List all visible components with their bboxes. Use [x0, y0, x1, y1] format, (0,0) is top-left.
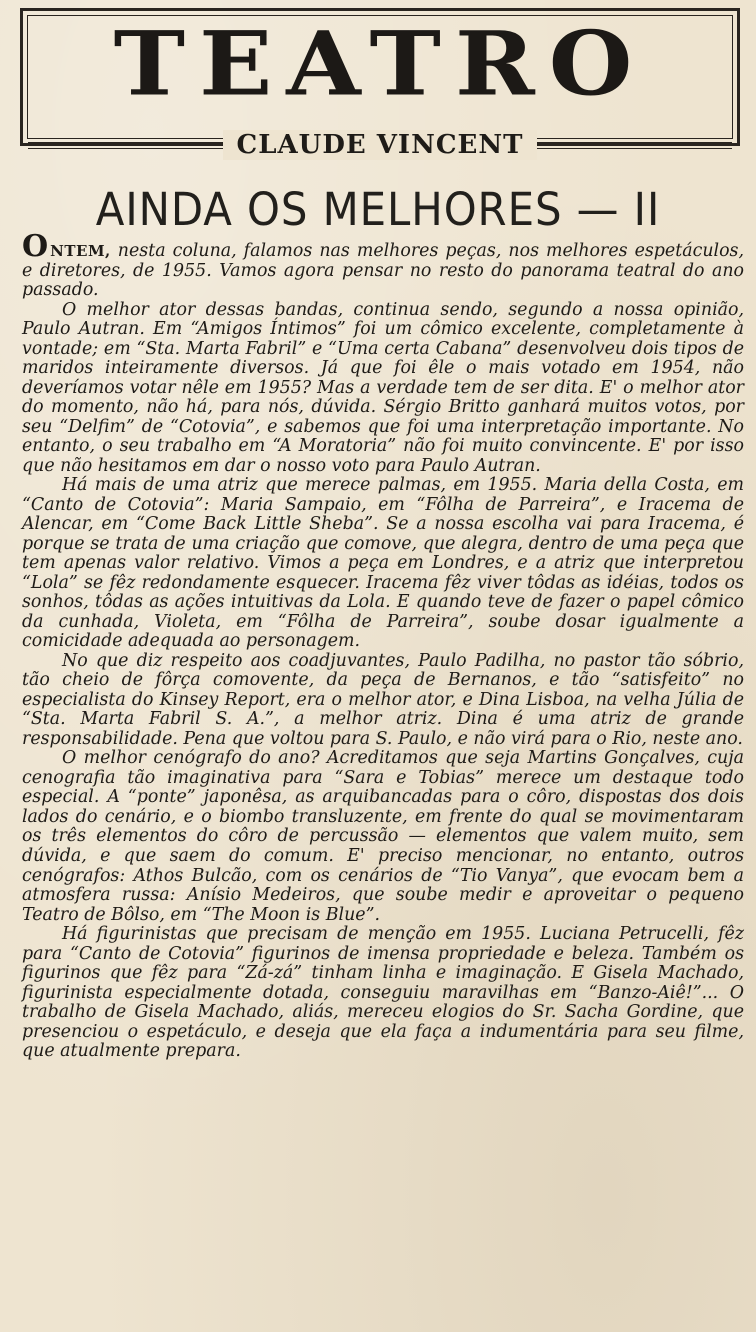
paragraph-costumes: Há figurinistas que precisam de menção em 1955. Luciana Petrucelli, fêz para “Canto de Cotovia” figurinos de imensa propriedade e beleza. Também os figurinos que fêz para “Zá-zá” tinham linha e imaginação. E Gisela Machado, figurinista especialmente dotada, conseguiu maravilhas em “Banzo-Aiê!”... O trabalho de Gisela Machado, aliás, mereceu elogios do Sr. Sacha Gordine, que presenciou o espetáculo, e deseja que ela faça a indumentária para seu filme, que atualmente prepara.	[22, 924, 744, 1062]
lead-paragraph	[22, 229, 744, 301]
rule-right	[537, 142, 732, 149]
rule-left	[28, 142, 223, 149]
paragraph-best-actress: Há mais de uma atriz que merece palmas, em 1955. Maria della Costa, em “Canto de Cotovia”: Maria Sampaio, em “Fôlha de Parreira”, e Iracema de Alencar, em “Come Back Little Sheba”. Se a nossa escolha vai para Iracema, é porque se trata de uma criação que comove, que alegra, dentro de uma peça que tem apenas valor relativo. Vimos a peça em Londres, e a atriz que interpretou “Lola” se fêz redondamente esquecer. Iracema fêz viver tôdas as idéias, todos os sonhos, tôdas as ações intuitivas da Lola. E quando teve de fazer o papel cômico da cunhada, Violeta, em “Fôlha de Parreira”, soube dosar igualmente a comicidade adequada ao personagem.	[22, 475, 744, 652]
section-masthead: TEATRO	[113, 11, 647, 116]
paragraph-best-actor: O melhor ator dessas bandas, continua sendo, segundo a nossa opinião, Paulo Autran. Em “Amigos Íntimos” foi um cômico excelente, completamente à vontade; em “Sta. Marta Fabril” e “Uma certa Cabana” desenvolveu dois tipos de maridos inteiramente diversos. Já que foi êle o mais votado em 1954, não deveríamos votar nêle em 1955? Mas a verdade tem de ser dita. E' o melhor ator do momento, não há, para nós, dúvida. Sérgio Britto ganhará muitos votos, por seu “Delfim” de “Cotovia”, e sabemos que foi uma interpretação importante. No entanto, o seu trabalho em “A Moratoria” não foi muito convincente. E' por isso que não hesitamos em dar o nosso voto para Paulo Autran.	[22, 299, 744, 476]
article-headline: AINDA OS MELHORES — II	[95, 183, 661, 236]
byline-bar	[28, 128, 732, 162]
article-body	[22, 229, 744, 1062]
paragraph-set-design: O melhor cenógrafo do ano? Acreditamos que seja Martins Gonçalves, cuja cenografia tão imaginativa para “Sara e Tobias” merece um destaque todo especial. A “ponte” japonêsa, as arquibancadas para o côro, dispostas dos dois lados do cenário, e o biombo transluzente, em frente do qual se movimentaram os três elementos do côro de percussão — elementos que valem muito, sem dúvida, e que saem do comum. E' preciso mencionar, no entanto, outros cenógrafos: Athos Bulcão, com os cenários de “Tio Vanya”, que evocam bem a atmosfera russa: Anísio Medeiros, que soube medir e aproveitar o pequeno Teatro de Bôlso, em “The Moon is Blue”.	[22, 748, 744, 925]
drop-cap: O	[22, 229, 49, 264]
paragraph-supporting: No que diz respeito aos coadjuvantes, Paulo Padilha, no pastor tão sóbrio, tão cheio de fôrça comovente, da peça de Bernanos, e tão “satisfeito” no especialista do Kinsey Report, era o melhor ator, e Dina Lisboa, na velha Júlia de “Sta. Marta Fabril S. A.”, a melhor atriz. Dina é uma atriz de grande responsabilidade. Pena que voltou para S. Paulo, e não virá para o Rio, neste ano.	[22, 650, 744, 749]
lead-caps: NTEM,	[50, 242, 111, 260]
lead-text: nesta coluna, falamos nas melhores peças, nos melhores espetáculos, e diretores, de 1955. Vamos agora pensar no resto do panorama teatral do ano passado.	[22, 241, 744, 301]
author-byline: CLAUDE VINCENT	[223, 130, 538, 160]
